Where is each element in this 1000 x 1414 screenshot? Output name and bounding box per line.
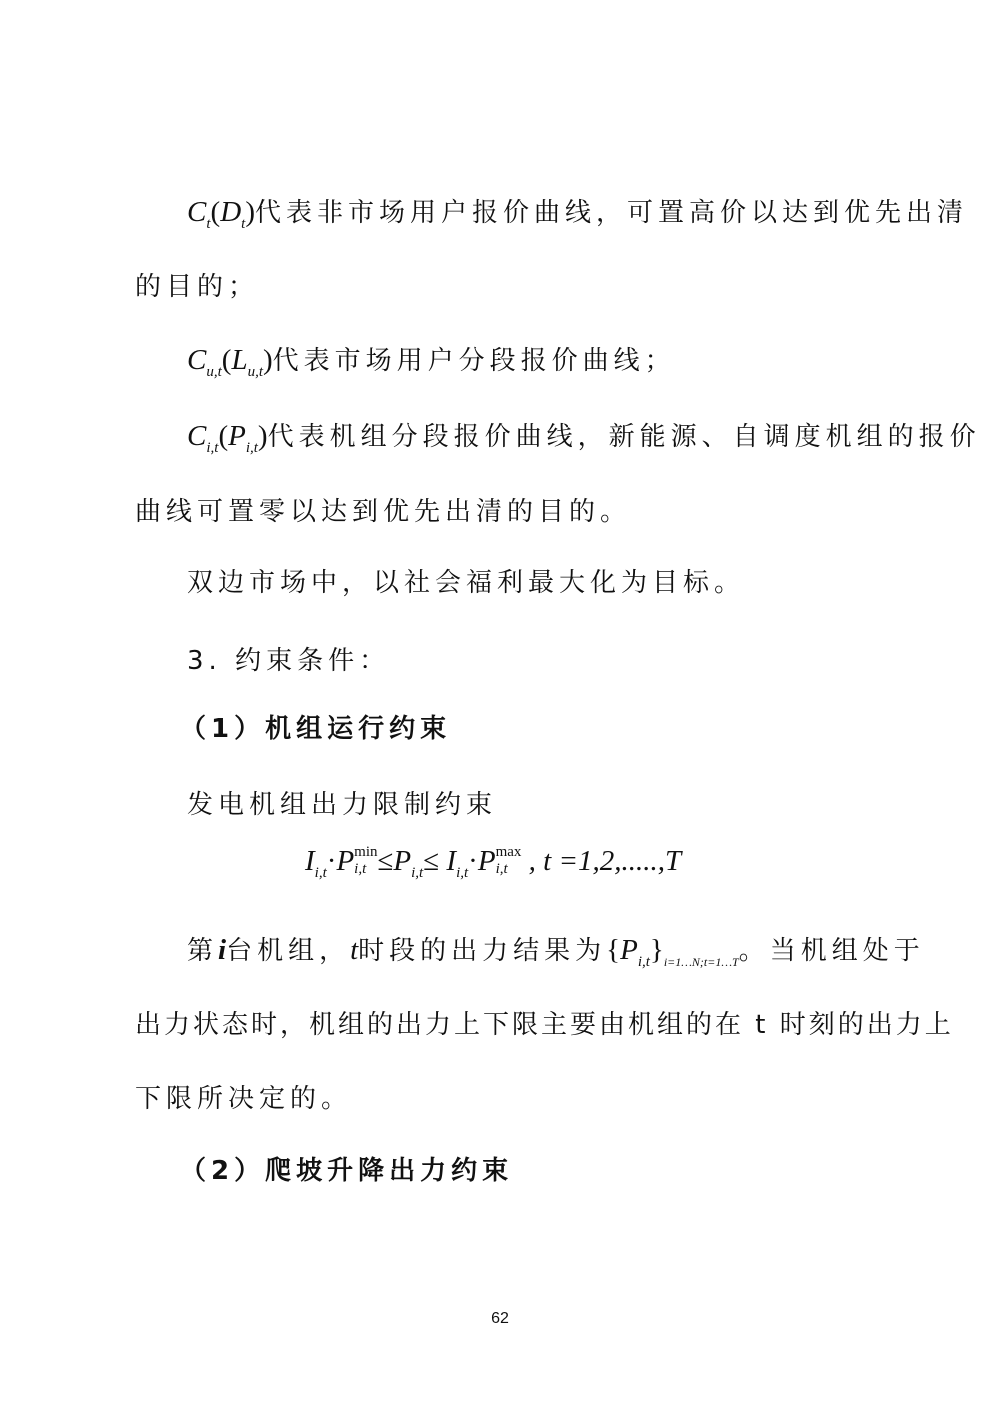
formula-cit-pit: $C_{i,t}(P_{i,t})$ — [187, 420, 268, 456]
paragraph-market-user-curve — [187, 346, 676, 380]
paragraph-output-limit: 发电机组出力限制约束 — [187, 790, 498, 820]
formula-ct-dt: $C_t(D_t)$ — [187, 196, 255, 232]
paragraph-unit-curve — [187, 422, 981, 456]
subheading-ramp-constraint: （2）爬坡升降出力约束 — [180, 1156, 514, 1186]
paragraph-continuation: 下限所决定的。 — [135, 1084, 353, 1114]
paragraph-continuation: 出力状态时，机组的出力上下限主要由机组的在 t 时刻的出力上 — [135, 1010, 954, 1040]
paragraph-text: 代表机组分段报价曲线，新能源、自调度机组的报价 — [267, 422, 981, 452]
page-number: 62 — [491, 1310, 509, 1327]
paragraph-continuation: 的目的； — [135, 272, 260, 302]
paragraph-output-result: 第i台机组，t时段的出力结果为$\{P_{i,t}\}_{i=1\dots N;t=1\dots T}$。当机组处于 — [187, 934, 925, 970]
section-heading-constraints: 3. 约束条件： — [187, 646, 391, 676]
paragraph-bilateral-market: 双边市场中，以社会福利最大化为目标。 — [187, 568, 746, 598]
formula-output-limit: $I_{i,t}\cdot P$ min i,t $\le P_{i,t}\le I_{i,t}\cdot P$ max i,t , t =1,2,.....,T — [305, 844, 682, 881]
formula-cut-lut: $C_{u,t}(L_{u,t})$ — [187, 344, 273, 380]
formula-output-set: $\{P_{i,t}\}_{i=1\dots N;t=1\dots T}$ — [606, 934, 739, 970]
paragraph-text: 代表非市场用户报价曲线，可置高价以达到优先出清 — [254, 198, 968, 228]
paragraph-text: 代表市场用户分段报价曲线； — [272, 346, 676, 376]
paragraph-nonmarket-curve — [187, 198, 968, 232]
var-t: t — [350, 934, 359, 966]
paragraph-continuation: 曲线可置零以达到优先出清的目的。 — [135, 497, 632, 527]
subheading-unit-operation: （1）机组运行约束 — [180, 714, 452, 744]
var-i: i — [218, 934, 227, 966]
